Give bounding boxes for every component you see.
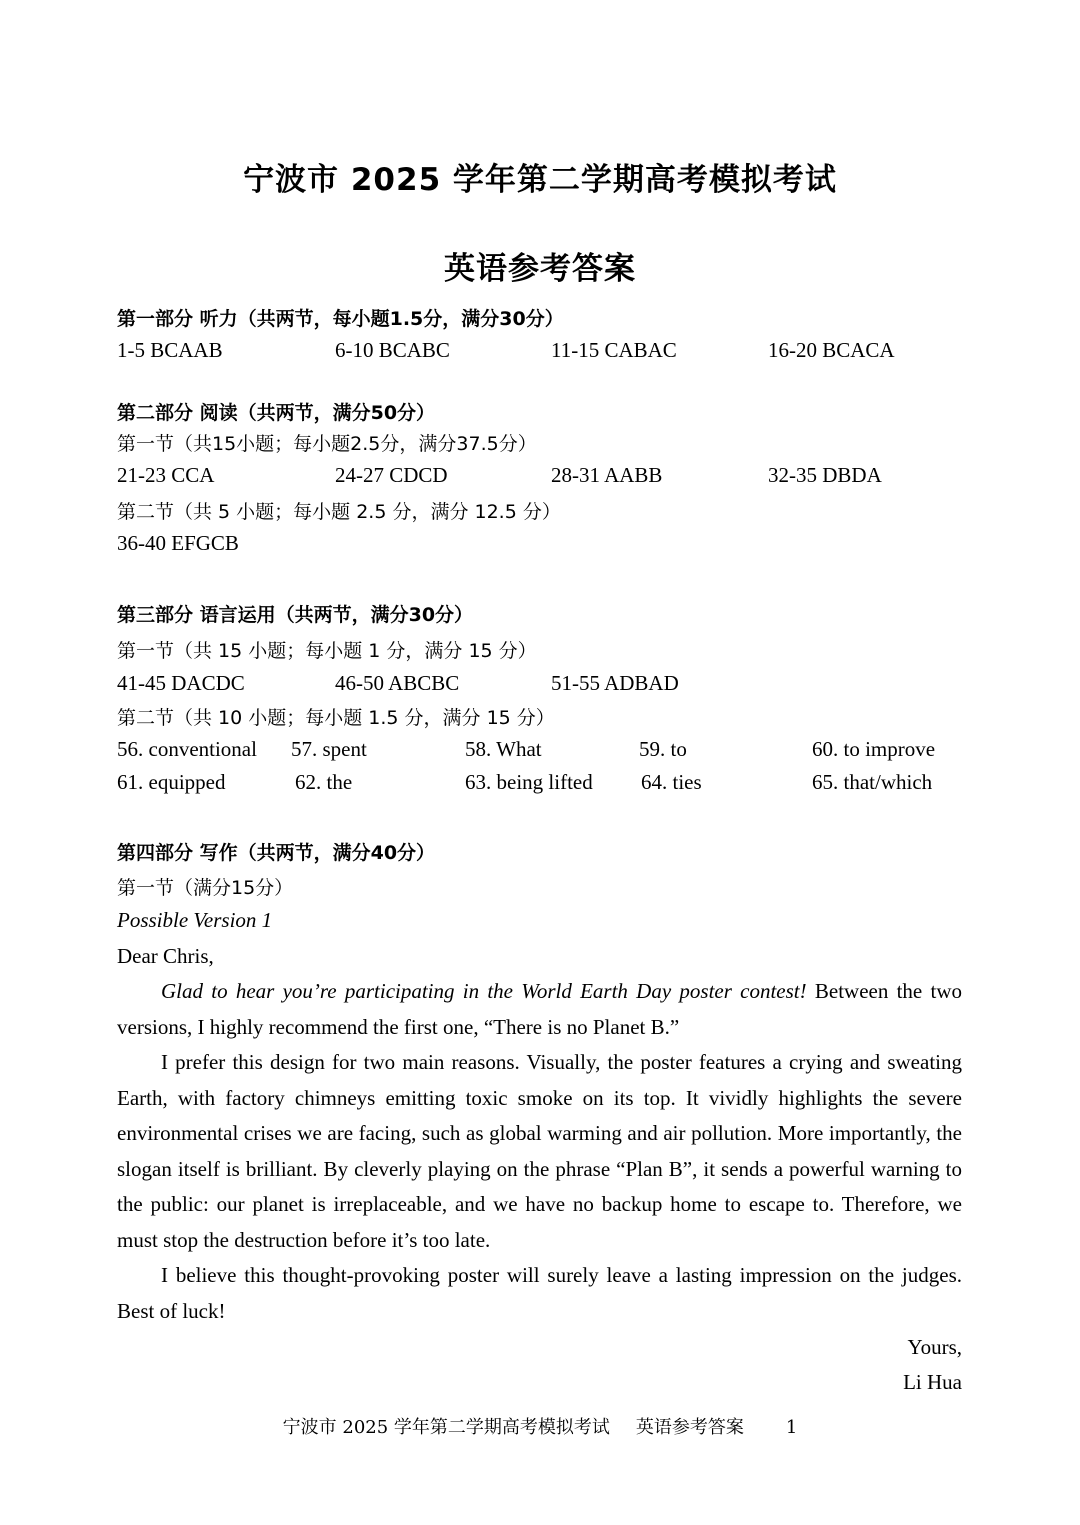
answer-item: 61. equipped <box>117 770 226 794</box>
answer-group: 36-40 EFGCB <box>117 531 239 555</box>
part1-heading: 第一部分 听力（共两节，每小题1.5分，满分30分） <box>117 308 564 330</box>
footer-doc-name: 英语参考答案 <box>635 1417 744 1438</box>
answer-item: 64. ties <box>641 770 702 794</box>
letter-paragraph-2: I prefer this design for two main reasons. Visually, the poster features a crying and sweating Earth, with factory chimneys emitting toxic smoke on its top. It vividly highlights the severe environmental crises we are facing, such as global warming and air pollution. More importantly, the slogan itself is brilliant. By cleverly playing on the phrase “Plan B”, it sends a powerful warning to the public: our planet is irreplaceable, and we have no backup home to escape to. Therefore, we must stop the destruction before it’s too late. <box>117 1050 962 1252</box>
answer-group: 41-45 DACDC <box>117 671 245 695</box>
part4-section1-heading: 第一节（满分15分） <box>117 877 294 899</box>
answer-group: 24-27 CDCD <box>335 463 448 487</box>
answer-item: 59. to <box>639 737 687 761</box>
answer-item: 62. the <box>295 770 353 794</box>
version-label: Possible Version 1 <box>117 908 273 932</box>
answer-group: 1-5 BCAAB <box>117 338 223 362</box>
letter-paragraph-1-rest: Between the two versions, I highly recommend the first one, “There is no Planet B.” <box>117 979 962 1039</box>
part2-section1-heading: 第一节（共15小题；每小题2.5分，满分37.5分） <box>117 433 537 455</box>
answer-item: 58. What <box>465 737 542 761</box>
letter-paragraph-1 <box>117 974 962 1045</box>
answer-group: 32-35 DBDA <box>768 463 882 487</box>
answer-item: 65. that/which <box>812 770 933 794</box>
part2-section2-heading: 第二节（共 5 小题；每小题 2.5 分，满分 12.5 分） <box>117 501 561 523</box>
letter-closing: Yours, <box>907 1335 962 1359</box>
answer-item: 57. spent <box>291 737 367 761</box>
part2-heading: 第二部分 阅读（共两节，满分50分） <box>117 402 436 424</box>
answer-group: 16-20 BCACA <box>768 338 895 362</box>
answer-group: 46-50 ABCBC <box>335 671 460 695</box>
answer-item: 60. to improve <box>812 737 936 761</box>
part3-heading: 第三部分 语言运用（共两节，满分30分） <box>117 604 474 626</box>
page-title: 宁波市 2025 学年第二学期高考模拟考试 <box>243 162 837 198</box>
answer-group: 28-31 AABB <box>551 463 663 487</box>
footer-page-number: 1 <box>785 1417 798 1438</box>
answer-group: 21-23 CCA <box>117 463 215 487</box>
answer-group: 11-15 CABAC <box>551 338 677 362</box>
letter-signature: Li Hua <box>903 1370 962 1394</box>
answer-group: 6-10 BCABC <box>335 338 450 362</box>
letter-paragraph-3: I believe this thought-provoking poster will surely leave a lasting impression on the judges. Best of luck! <box>117 1263 962 1323</box>
answer-item: 56. conventional <box>117 737 257 761</box>
answer-item: 63. being lifted <box>465 770 593 794</box>
footer-exam-name: 宁波市 2025 学年第二学期高考模拟考试 <box>282 1417 610 1438</box>
page-subtitle: 英语参考答案 <box>444 251 636 287</box>
letter-paragraph-1-opening: Glad to hear you’re participating in the World Earth Day poster contest! <box>161 979 807 1003</box>
answer-group: 51-55 ADBAD <box>551 671 679 695</box>
part4-heading: 第四部分 写作（共两节，满分40分） <box>117 842 436 864</box>
page-footer <box>0 1413 1080 1439</box>
letter-greeting: Dear Chris, <box>117 944 214 968</box>
part3-section1-heading: 第一节（共 15 小题；每小题 1 分，满分 15 分） <box>117 640 537 662</box>
part3-section2-heading: 第二节（共 10 小题；每小题 1.5 分，满分 15 分） <box>117 707 555 729</box>
